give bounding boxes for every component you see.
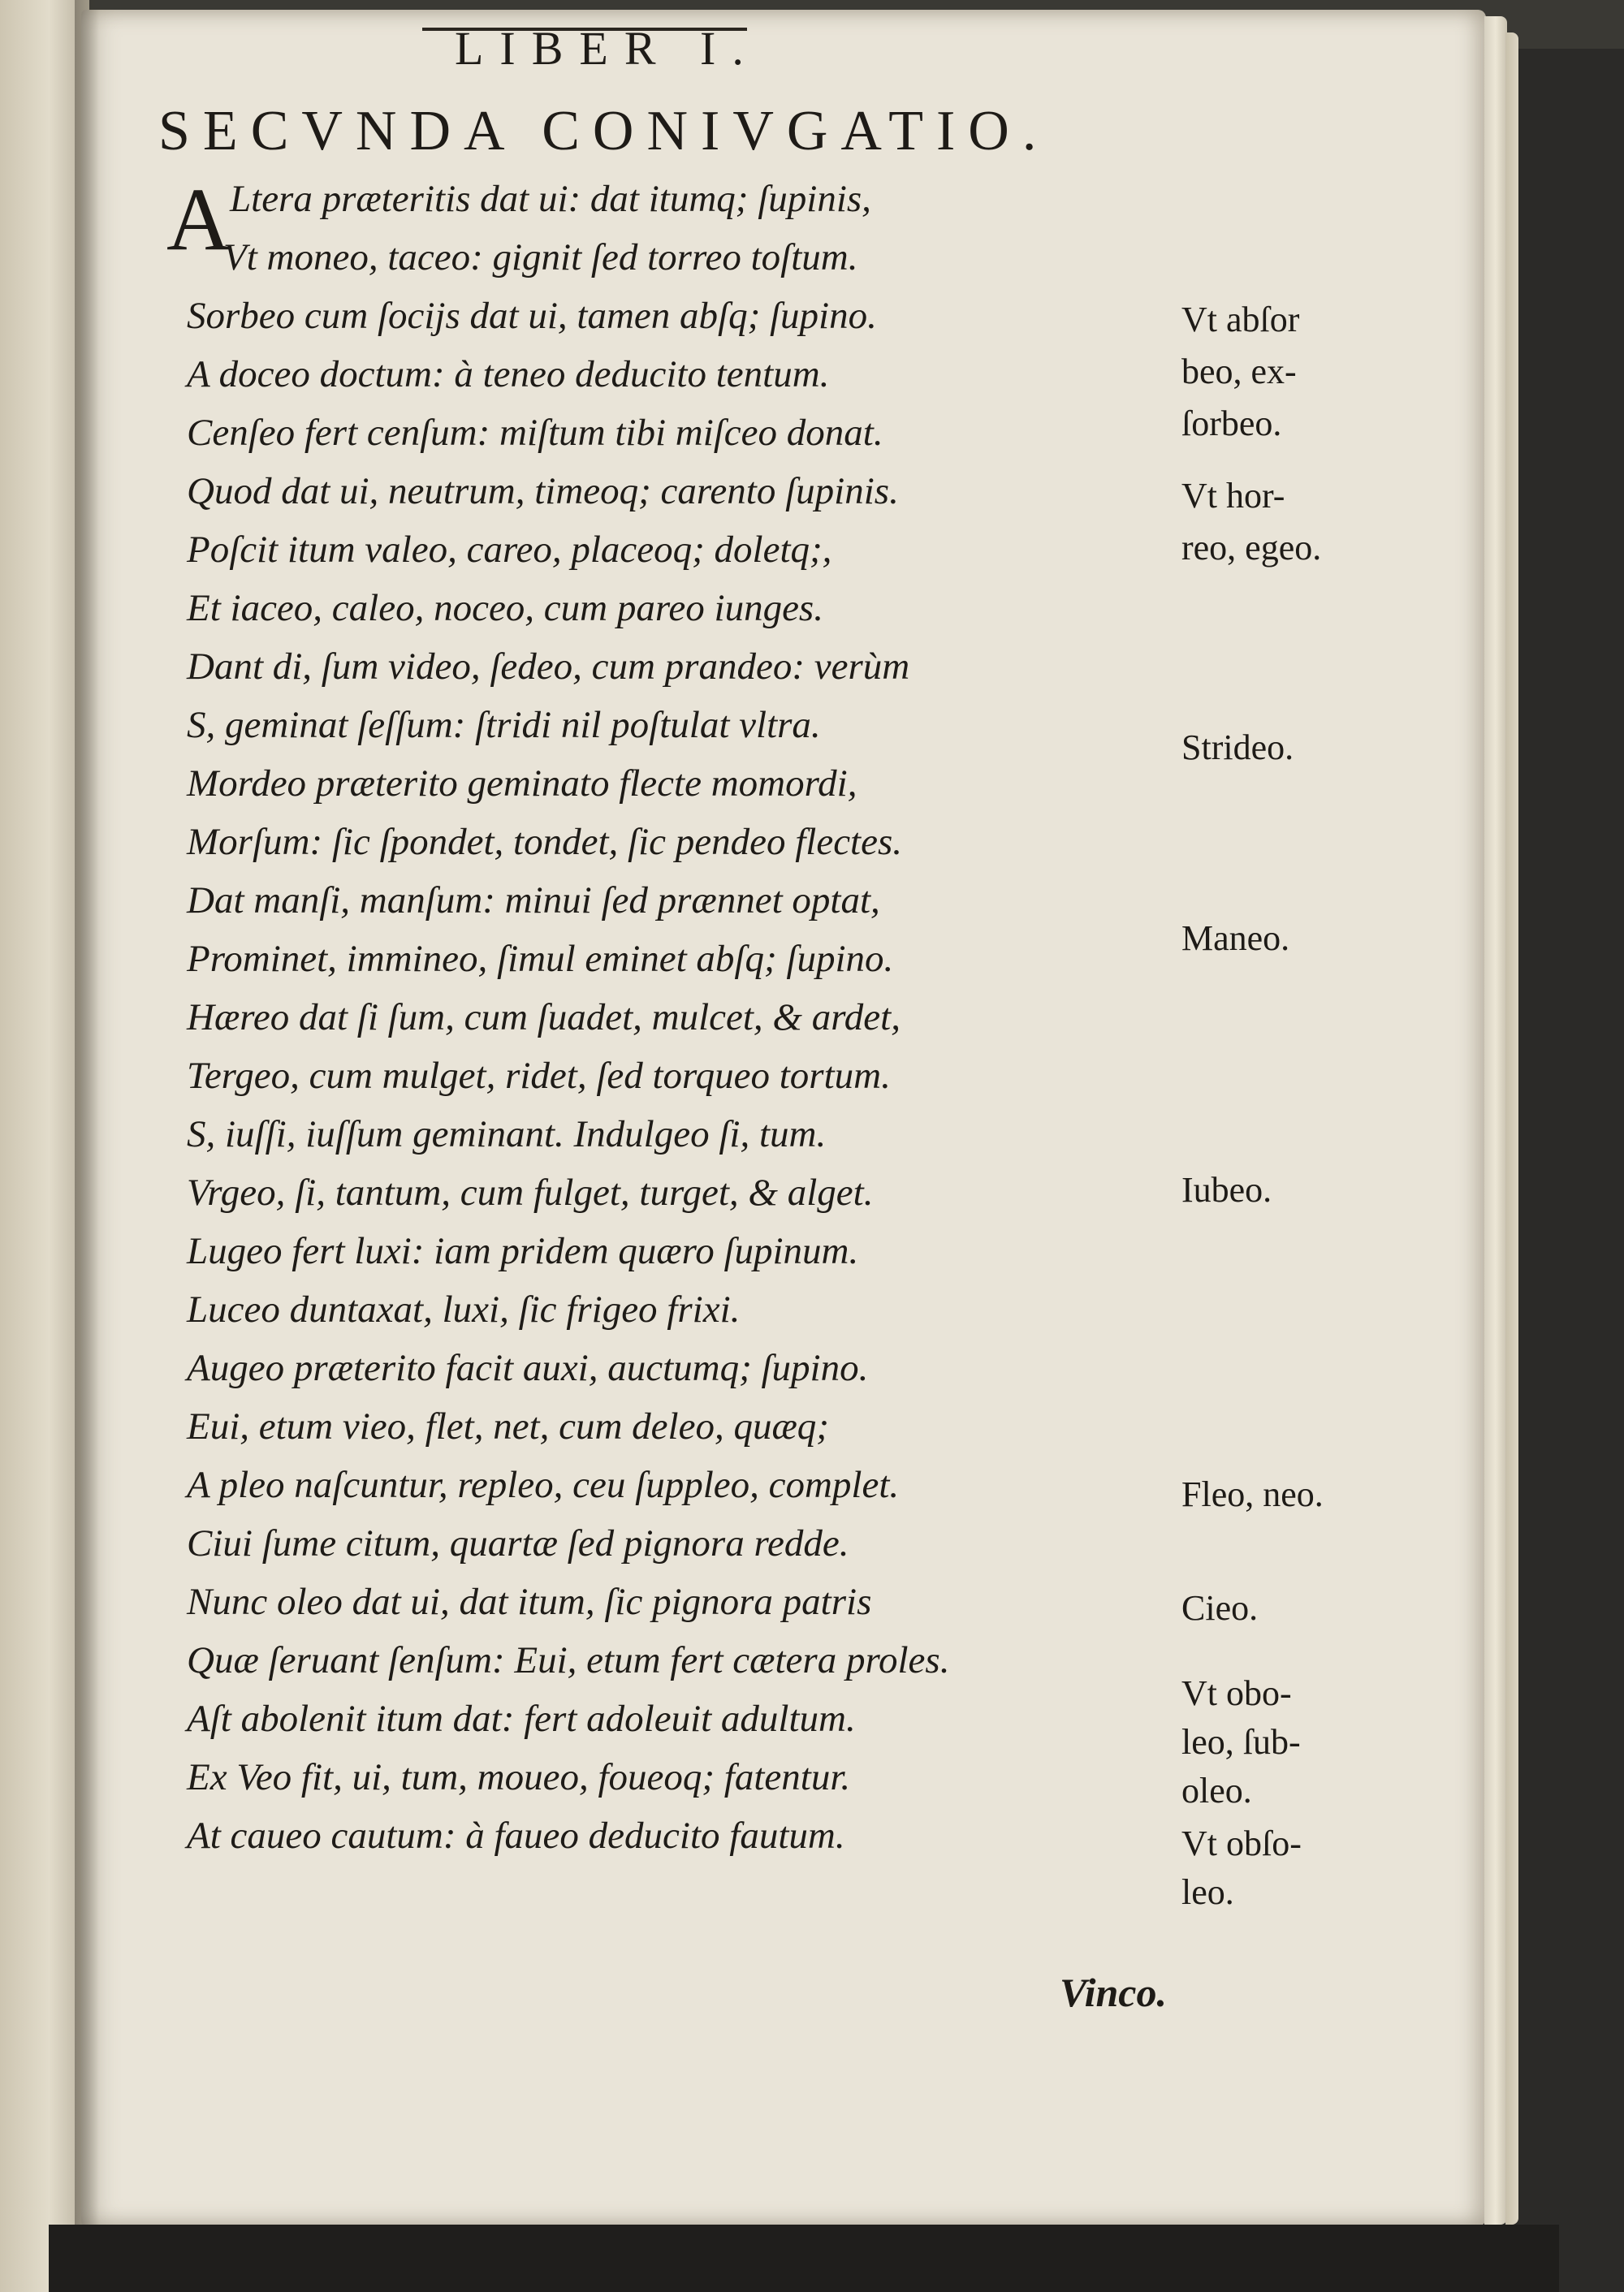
verse-line: Luceo duntaxat, luxi, ſic frigeo frixi. [187, 1288, 741, 1331]
margin-note: Cieo. [1181, 1588, 1259, 1628]
margin-note: Strideo. [1181, 727, 1294, 767]
margin-note: Vt abſor [1181, 300, 1300, 339]
spine-gutter [75, 0, 99, 2292]
verse-line: Quod dat ui, neutrum, timeoq; carento ſupinis. [187, 470, 899, 512]
verse-line: Tergeo, cum mulget, ridet, ſed torqueo tortum. [187, 1055, 891, 1097]
margin-note: reo, egeo. [1181, 528, 1322, 568]
verse-line: Vt moneo, taceo: gignit ſed torreo toſtum. [223, 236, 858, 278]
verse-line: Nunc oleo dat ui, dat itum, ſic pignora patris [187, 1581, 872, 1623]
verse-line: Augeo præterito facit auxi, auctumq; ſupino. [187, 1347, 869, 1389]
margin-note: Vt obſo- [1181, 1824, 1302, 1863]
verse-line: Vrgeo, ſi, tantum, cum fulget, turget, & alget. [187, 1172, 874, 1214]
margin-note: Vt hor- [1181, 476, 1285, 516]
verse-line: Dat manſi, manſum: minui ſed prænnet optat, [187, 879, 880, 922]
running-head: LIBER I. [455, 22, 760, 75]
fore-edge-leaves [1484, 16, 1507, 2225]
margin-note: beo, ex- [1181, 352, 1297, 391]
margin-note: ſorbeo. [1181, 404, 1282, 443]
verse-line: S, geminat ſeſſum: ſtridi nil poſtulat vltra. [187, 704, 821, 746]
verse-line: Mordeo præterito geminato flecte momordi, [187, 762, 857, 805]
verse-line: A doceo doctum: à teneo deducito tentum. [187, 353, 830, 395]
verse-line: Cenſeo fert cenſum: miſtum tibi miſceo donat. [187, 412, 883, 454]
verse-line: At caueo cautum: à faueo deducito fautum. [187, 1815, 845, 1857]
verse-line: Hæreo dat ſi ſum, cum ſuadet, mulcet, & ardet, [187, 996, 901, 1038]
verse-line: Prominet, immineo, ſimul eminet abſq; ſupino. [187, 938, 894, 980]
verse-line: Aſt abolenit itum dat: fert adoleuit adultum. [187, 1698, 856, 1740]
verse-line: Et iaceo, caleo, noceo, cum pareo iunges. [187, 587, 823, 629]
verse-line: Eui, etum vieo, flet, net, cum deleo, quæq; [187, 1405, 829, 1448]
verse-line: Poſcit itum valeo, careo, placeoq; doletq;, [187, 529, 832, 571]
margin-note: Maneo. [1181, 918, 1290, 958]
scan-background-bottom [49, 2225, 1559, 2292]
verse-line: Sorbeo cum ſocijs dat ui, tamen abſq; ſupino. [187, 295, 877, 337]
margin-note: leo, ſub- [1181, 1722, 1301, 1762]
margin-note: oleo. [1181, 1771, 1252, 1811]
drop-cap: A [166, 170, 231, 269]
verse-line: Ltera præteritis dat ui: dat itumq; ſupinis, [230, 178, 871, 220]
verse-line: Lugeo fert luxi: iam pridem quæro ſupinum. [187, 1230, 859, 1272]
margin-note: Vt obo- [1181, 1673, 1292, 1713]
verse-line: Ex Veo fit, ui, tum, moueo, foueoq; fatentur. [187, 1756, 851, 1798]
margin-note: Fleo, neo. [1181, 1474, 1324, 1514]
verse-line: Dant di, ſum video, ſedeo, cum prandeo: verùm [187, 645, 910, 688]
catchword: Vinco. [1060, 1970, 1167, 2015]
verse-line: S, iuſſi, iuſſum geminant. Indulgeo ſi, tum. [187, 1113, 827, 1155]
verse-line: Morſum: ſic ſpondet, tondet, ſic pendeo flectes. [187, 821, 903, 863]
verse-line: Ciui ſume citum, quartæ ſed pignora redde. [187, 1522, 849, 1565]
margin-note: Iubeo. [1181, 1170, 1272, 1210]
fore-edge-leaves-back [1505, 32, 1518, 2225]
margin-note: leo. [1181, 1872, 1234, 1912]
section-title: SECVNDA CONIVGATIO. [158, 100, 1050, 162]
verse-line: A pleo naſcuntur, repleo, ceu ſuppleo, complet. [187, 1464, 900, 1506]
verse-line: Quæ ſeruant ſenſum: Eui, etum fert cætera proles. [187, 1639, 950, 1681]
